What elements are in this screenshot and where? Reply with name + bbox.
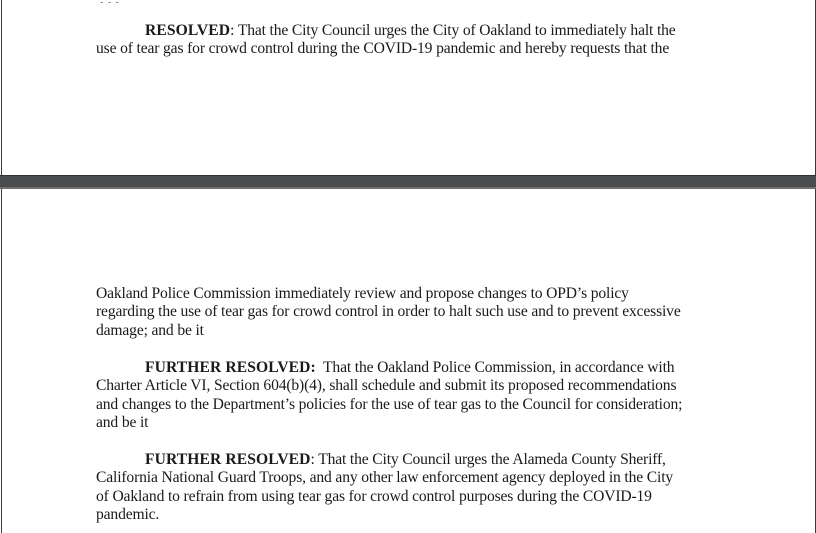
paragraph-line: and be it	[96, 413, 149, 431]
paragraph-line: California National Guard Troops, and any other law enforcement agency deployed in the City	[96, 469, 674, 487]
resolved-keyword: RESOLVED	[145, 22, 231, 39]
paragraph-line: and changes to the Department’s policies for the use of tear gas to the Council for consideration;	[96, 395, 683, 413]
further-resolved-keyword: FURTHER RESOLVED:	[145, 359, 316, 376]
further-resolved-paragraph-2	[96, 451, 736, 524]
paragraph-line: regarding the use of tear gas for crowd control in order to halt such use and to prevent excessive	[96, 303, 681, 321]
page-top-fragment: - - -	[100, 0, 120, 8]
paragraph-line: damage; and be it	[96, 321, 204, 339]
paragraph-line: Charter Article VI, Section 604(b)(4), shall schedule and submit its proposed recommendations	[96, 377, 677, 395]
page-separator	[0, 175, 816, 189]
paragraph-line: of Oakland to refrain from using tear gas for crowd control purposes during the COVID-19	[96, 487, 652, 505]
resolved-continuation-paragraph	[96, 285, 736, 340]
paragraph-line: FURTHER RESOLVED: That the City Council urges the Alameda County Sheriff,	[145, 451, 666, 468]
paragraph-line: Oakland Police Commission immediately review and propose changes to OPD’s policy	[96, 285, 629, 302]
further-resolved-paragraph	[96, 359, 736, 432]
paragraph-line: RESOLVED: That the City Council urges the City of Oakland to immediately halt the	[145, 22, 676, 39]
resolved-paragraph	[96, 22, 736, 59]
paragraph-line: FURTHER RESOLVED: That the Oakland Police Commission, in accordance with	[145, 359, 675, 376]
paragraph-line: pandemic.	[96, 505, 160, 523]
further-resolved-keyword: FURTHER RESOLVED	[145, 451, 311, 468]
paragraph-line: use of tear gas for crowd control during the COVID-19 pandemic and hereby requests that the	[96, 40, 670, 58]
